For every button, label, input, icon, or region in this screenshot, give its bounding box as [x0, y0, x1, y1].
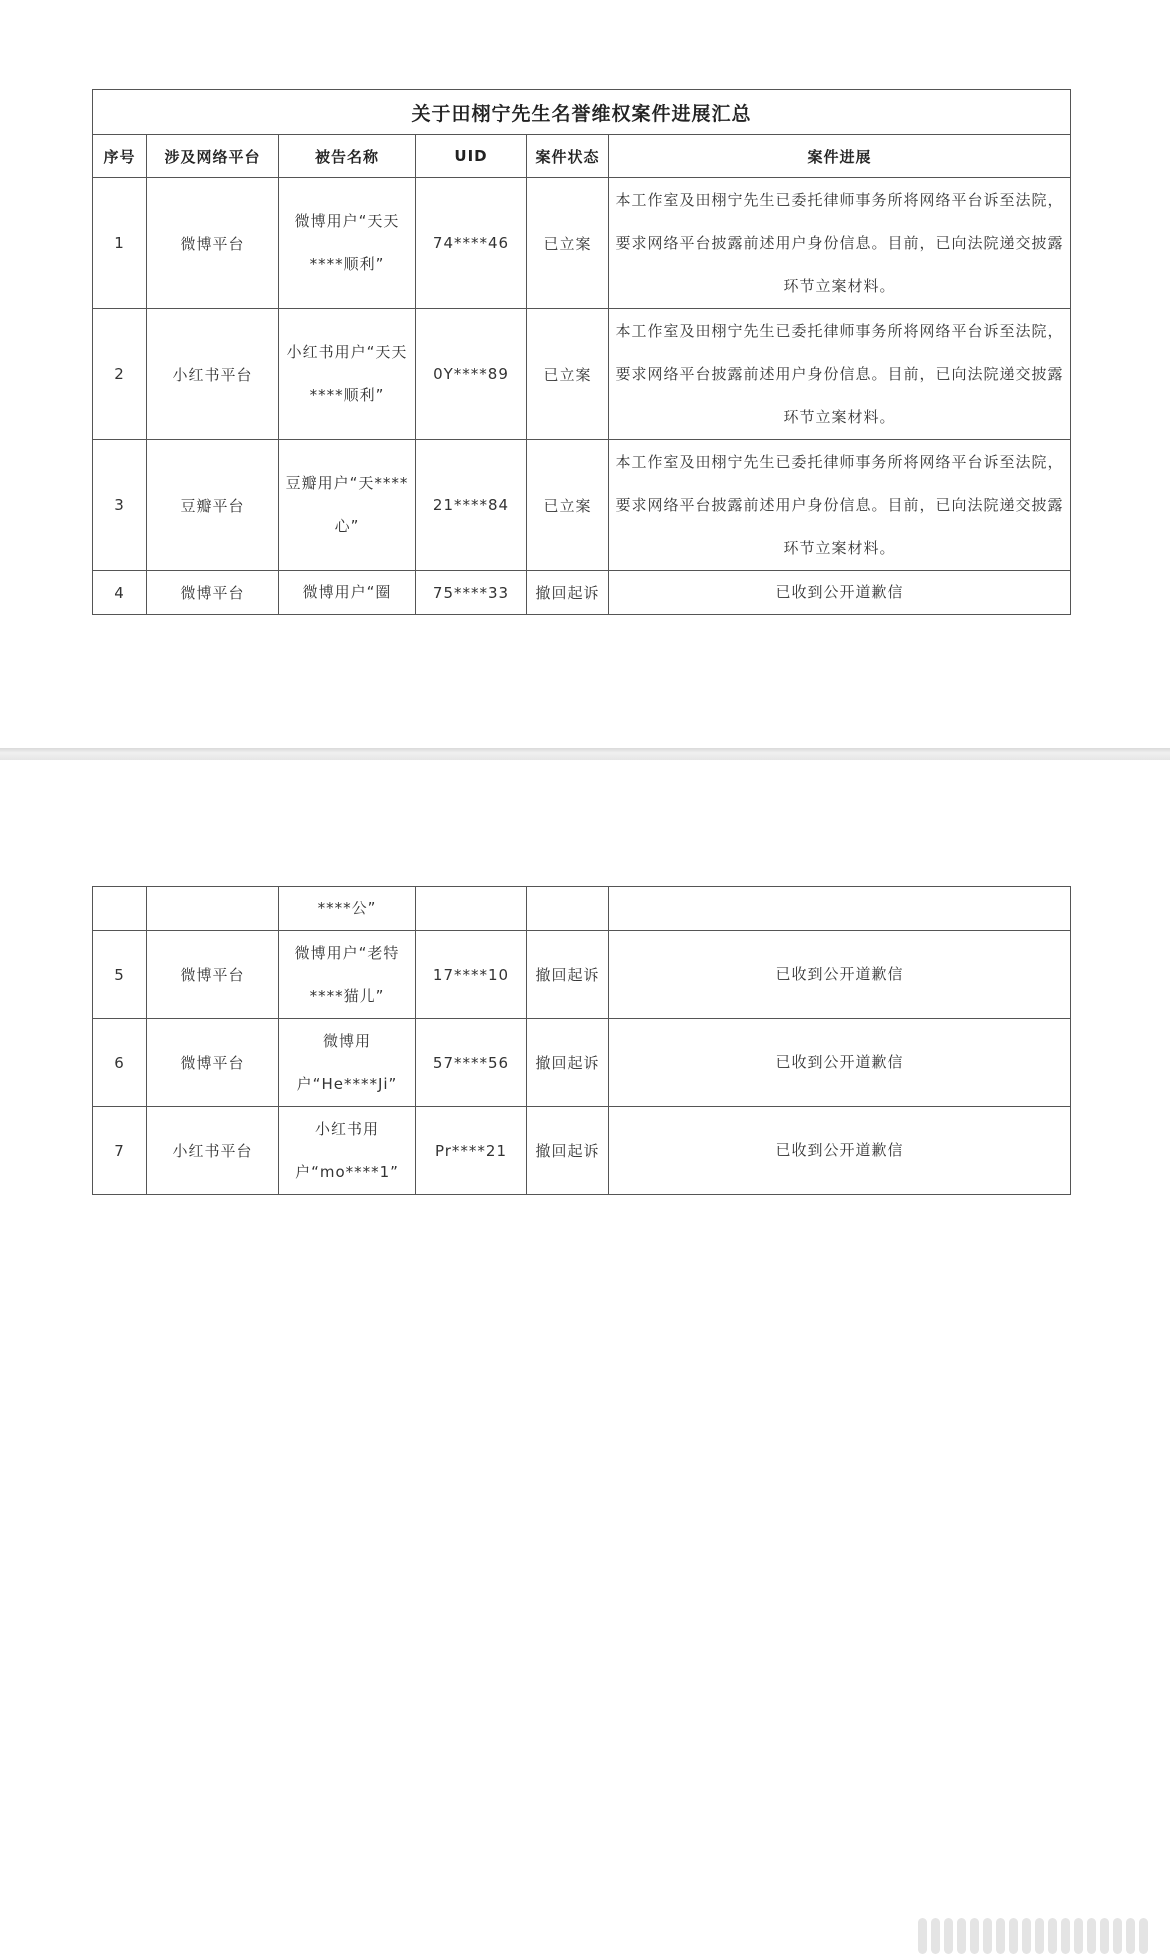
row-platform: 微博平台: [147, 931, 279, 1019]
row-uid: [416, 887, 527, 931]
row-platform: 微博平台: [147, 571, 279, 615]
row-no: 3: [93, 440, 147, 571]
document-page-1: [0, 0, 1170, 748]
row-defendant: 豆瓣用户“天****心”: [279, 440, 416, 571]
case-summary-table-continued: [92, 886, 1071, 1195]
row-progress: 本工作室及田栩宁先生已委托律师事务所将网络平台诉至法院，要求网络平台披露前述用户身份信息。目前，已向法院递交披露环节立案材料。: [609, 309, 1071, 440]
row-uid: 0Y****89: [416, 309, 527, 440]
row-progress: 本工作室及田栩宁先生已委托律师事务所将网络平台诉至法院，要求网络平台披露前述用户身份信息。目前，已向法院递交披露环节立案材料。: [609, 178, 1071, 309]
table-row: [93, 887, 1071, 931]
row-status: 已立案: [527, 440, 609, 571]
row-no: 7: [93, 1107, 147, 1195]
row-uid: 74****46: [416, 178, 527, 309]
table-row: [93, 440, 1071, 571]
row-no: 2: [93, 309, 147, 440]
row-uid: 57****56: [416, 1019, 527, 1107]
row-status: 撤回起诉: [527, 1019, 609, 1107]
row-uid: Pr****21: [416, 1107, 527, 1195]
case-summary-table: [92, 89, 1071, 615]
row-no: 1: [93, 178, 147, 309]
row-progress: 本工作室及田栩宁先生已委托律师事务所将网络平台诉至法院，要求网络平台披露前述用户身份信息。目前，已向法院递交披露环节立案材料。: [609, 440, 1071, 571]
table-row: [93, 178, 1071, 309]
page-separator: [0, 748, 1170, 760]
row-status: 撤回起诉: [527, 1107, 609, 1195]
table-row: [93, 309, 1071, 440]
table-header-row: [93, 135, 1071, 178]
row-uid: 75****33: [416, 571, 527, 615]
row-progress: 已收到公开道歉信: [609, 571, 1071, 615]
row-status: 已立案: [527, 309, 609, 440]
row-defendant: 微博用户“老特****猫儿”: [279, 931, 416, 1019]
row-status: 撤回起诉: [527, 931, 609, 1019]
row-progress: 已收到公开道歉信: [609, 931, 1071, 1019]
header-platform: 涉及网络平台: [147, 135, 279, 178]
row-no: 4: [93, 571, 147, 615]
row-uid: 21****84: [416, 440, 527, 571]
header-defendant: 被告名称: [279, 135, 416, 178]
row-platform: [147, 887, 279, 931]
header-status: 案件状态: [527, 135, 609, 178]
watermark-bars: [918, 1918, 1148, 1954]
row-platform: 微博平台: [147, 1019, 279, 1107]
header-progress: 案件进展: [609, 135, 1071, 178]
header-no: 序号: [93, 135, 147, 178]
row-platform: 小红书平台: [147, 309, 279, 440]
header-uid: UID: [416, 135, 527, 178]
table-row: [93, 1019, 1071, 1107]
table-title: 关于田栩宁先生名誉维权案件进展汇总: [93, 90, 1071, 135]
row-status: 撤回起诉: [527, 571, 609, 615]
row-progress: 已收到公开道歉信: [609, 1107, 1071, 1195]
row-progress: [609, 887, 1071, 931]
row-defendant: 小红书用户“mo****1”: [279, 1107, 416, 1195]
row-platform: 小红书平台: [147, 1107, 279, 1195]
row-platform: 豆瓣平台: [147, 440, 279, 571]
document-page-2: [0, 760, 1170, 1210]
row-platform: 微博平台: [147, 178, 279, 309]
row-defendant: ****公”: [279, 887, 416, 931]
row-uid: 17****10: [416, 931, 527, 1019]
table-row: [93, 1107, 1071, 1195]
row-defendant: 微博用户“天天****顺利”: [279, 178, 416, 309]
row-defendant: 微博用户“He****Ji”: [279, 1019, 416, 1107]
row-status: 已立案: [527, 178, 609, 309]
table-row: [93, 571, 1071, 615]
row-status: [527, 887, 609, 931]
row-no: 6: [93, 1019, 147, 1107]
row-progress: 已收到公开道歉信: [609, 1019, 1071, 1107]
row-defendant: 小红书用户“天天****顺利”: [279, 309, 416, 440]
row-no: 5: [93, 931, 147, 1019]
table-row: [93, 931, 1071, 1019]
row-defendant: 微博用户“圈: [279, 571, 416, 615]
row-no: [93, 887, 147, 931]
